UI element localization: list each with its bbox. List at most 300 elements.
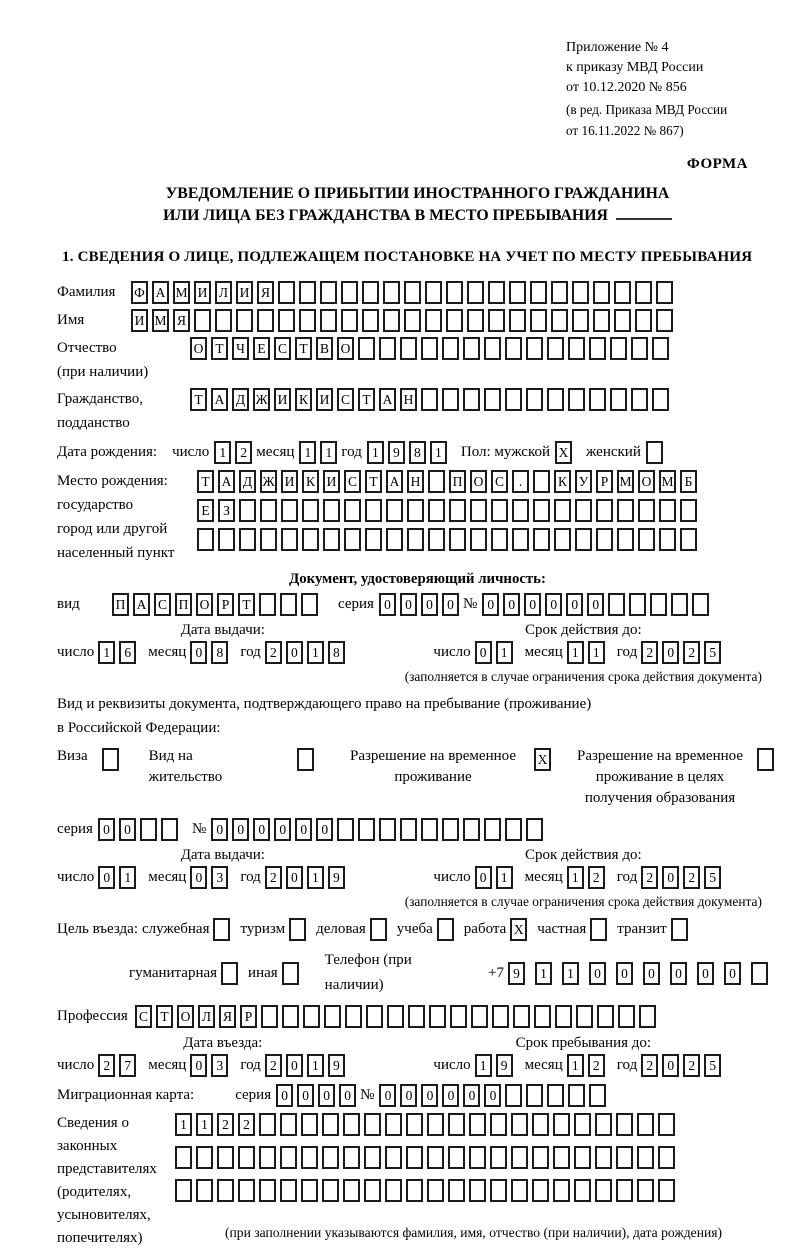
- form-cell[interactable]: Н: [407, 470, 424, 493]
- form-cell[interactable]: [470, 528, 487, 551]
- form-cell[interactable]: [343, 1113, 360, 1136]
- form-cell[interactable]: [407, 499, 424, 522]
- form-cell[interactable]: Д: [239, 470, 256, 493]
- form-cell[interactable]: Т: [211, 337, 228, 360]
- entry-day-cells[interactable]: [98, 1053, 140, 1078]
- form-cell[interactable]: [289, 918, 306, 941]
- form-cell[interactable]: [425, 309, 442, 332]
- form-cell[interactable]: [488, 309, 505, 332]
- form-cell[interactable]: Н: [400, 388, 417, 411]
- form-cell[interactable]: [469, 1179, 486, 1202]
- form-cell[interactable]: [282, 962, 299, 985]
- form-cell[interactable]: 0: [662, 1054, 679, 1077]
- form-cell[interactable]: В: [316, 337, 333, 360]
- representatives-row2[interactable]: [175, 1145, 679, 1170]
- form-cell[interactable]: [512, 499, 529, 522]
- form-cell[interactable]: [341, 309, 358, 332]
- form-cell[interactable]: [364, 1179, 381, 1202]
- form-cell[interactable]: [428, 499, 445, 522]
- form-cell[interactable]: П: [449, 470, 466, 493]
- form-cell[interactable]: Е: [197, 499, 214, 522]
- form-cell[interactable]: 0: [421, 1084, 438, 1107]
- form-cell[interactable]: [259, 1113, 276, 1136]
- form-cell[interactable]: 9: [328, 1054, 345, 1077]
- citizenship-cells[interactable]: [190, 387, 673, 412]
- form-cell[interactable]: [590, 918, 607, 941]
- form-cell[interactable]: 0: [524, 593, 541, 616]
- form-cell[interactable]: 2: [588, 866, 605, 889]
- form-cell[interactable]: [365, 499, 382, 522]
- form-cell[interactable]: И: [274, 388, 291, 411]
- form-cell[interactable]: Л: [215, 281, 232, 304]
- form-cell[interactable]: [505, 1084, 522, 1107]
- form-cell[interactable]: [238, 1146, 255, 1169]
- form-cell[interactable]: [427, 1146, 444, 1169]
- form-cell[interactable]: .: [512, 470, 529, 493]
- form-cell[interactable]: 1: [475, 1054, 492, 1077]
- form-cell[interactable]: [442, 818, 459, 841]
- form-cell[interactable]: [365, 528, 382, 551]
- form-cell[interactable]: [505, 818, 522, 841]
- form-cell[interactable]: М: [617, 470, 634, 493]
- form-cell[interactable]: [568, 1084, 585, 1107]
- form-cell[interactable]: [638, 528, 655, 551]
- form-cell[interactable]: [442, 388, 459, 411]
- form-cell[interactable]: 2: [238, 1113, 255, 1136]
- form-cell[interactable]: [215, 309, 232, 332]
- form-cell[interactable]: [406, 1113, 423, 1136]
- form-cell[interactable]: [595, 1113, 612, 1136]
- form-cell[interactable]: Р: [217, 593, 234, 616]
- form-cell[interactable]: 1: [196, 1113, 213, 1136]
- form-cell[interactable]: [341, 281, 358, 304]
- form-cell[interactable]: [301, 1113, 318, 1136]
- form-cell[interactable]: [324, 1005, 341, 1028]
- form-cell[interactable]: [400, 337, 417, 360]
- form-cell[interactable]: [425, 281, 442, 304]
- form-cell[interactable]: 0: [442, 1084, 459, 1107]
- form-cell[interactable]: Т: [295, 337, 312, 360]
- form-cell[interactable]: [757, 748, 774, 771]
- form-cell[interactable]: [450, 1005, 467, 1028]
- form-cell[interactable]: 0: [503, 593, 520, 616]
- form-cell[interactable]: 0: [475, 866, 492, 889]
- form-cell[interactable]: [646, 441, 663, 464]
- form-cell[interactable]: 9: [508, 962, 525, 985]
- form-cell[interactable]: 0: [253, 818, 270, 841]
- form-cell[interactable]: 1: [98, 641, 115, 664]
- form-cell[interactable]: [102, 748, 119, 771]
- form-cell[interactable]: [692, 593, 709, 616]
- form-cell[interactable]: 0: [662, 641, 679, 664]
- form-cell[interactable]: 8: [328, 641, 345, 664]
- form-cell[interactable]: [534, 1005, 551, 1028]
- form-cell[interactable]: 0: [400, 593, 417, 616]
- form-cell[interactable]: [610, 337, 627, 360]
- form-cell[interactable]: [467, 281, 484, 304]
- form-cell[interactable]: [386, 499, 403, 522]
- form-cell[interactable]: [547, 388, 564, 411]
- form-cell[interactable]: 0: [297, 1084, 314, 1107]
- form-cell[interactable]: [533, 528, 550, 551]
- form-cell[interactable]: [320, 309, 337, 332]
- form-cell[interactable]: [387, 1005, 404, 1028]
- form-cell[interactable]: [404, 309, 421, 332]
- form-cell[interactable]: 5: [704, 866, 721, 889]
- form-cell[interactable]: А: [211, 388, 228, 411]
- form-cell[interactable]: [484, 337, 501, 360]
- sex-female-checkbox[interactable]: [646, 440, 667, 465]
- stay-year-cells[interactable]: [641, 1053, 725, 1078]
- form-cell[interactable]: 2: [641, 1054, 658, 1077]
- form-cell[interactable]: [362, 281, 379, 304]
- form-cell[interactable]: [608, 593, 625, 616]
- form-cell[interactable]: [427, 1179, 444, 1202]
- form-cell[interactable]: [574, 1113, 591, 1136]
- residence-issue-month-cells[interactable]: [190, 865, 232, 890]
- form-cell[interactable]: С: [491, 470, 508, 493]
- form-cell[interactable]: [358, 337, 375, 360]
- form-cell[interactable]: 0: [98, 818, 115, 841]
- form-cell[interactable]: [471, 1005, 488, 1028]
- form-cell[interactable]: [589, 1084, 606, 1107]
- form-cell[interactable]: 2: [641, 866, 658, 889]
- form-cell[interactable]: [303, 1005, 320, 1028]
- form-cell[interactable]: 5: [704, 641, 721, 664]
- form-cell[interactable]: [656, 309, 673, 332]
- form-cell[interactable]: [532, 1179, 549, 1202]
- form-cell[interactable]: Я: [173, 309, 190, 332]
- form-cell[interactable]: [637, 1179, 654, 1202]
- form-cell[interactable]: [385, 1146, 402, 1169]
- form-cell[interactable]: А: [152, 281, 169, 304]
- form-cell[interactable]: 1: [567, 1054, 584, 1077]
- form-cell[interactable]: [408, 1005, 425, 1028]
- form-cell[interactable]: Я: [219, 1005, 236, 1028]
- migration-number-cells[interactable]: [379, 1083, 610, 1108]
- form-cell[interactable]: [751, 962, 768, 985]
- form-cell[interactable]: [259, 1179, 276, 1202]
- form-cell[interactable]: [261, 1005, 278, 1028]
- form-cell[interactable]: 0: [482, 593, 499, 616]
- form-cell[interactable]: Т: [197, 470, 214, 493]
- form-cell[interactable]: [280, 593, 297, 616]
- form-cell[interactable]: [505, 337, 522, 360]
- residence-valid-year-cells[interactable]: [641, 865, 725, 890]
- form-cell[interactable]: [213, 918, 230, 941]
- form-cell[interactable]: 0: [286, 1054, 303, 1077]
- form-cell[interactable]: [530, 281, 547, 304]
- form-cell[interactable]: [175, 1146, 192, 1169]
- form-cell[interactable]: 6: [119, 641, 136, 664]
- form-cell[interactable]: [323, 499, 340, 522]
- representatives-row1[interactable]: [175, 1112, 679, 1137]
- form-cell[interactable]: [533, 499, 550, 522]
- residence-valid-day-cells[interactable]: [475, 865, 517, 890]
- form-cell[interactable]: 3: [211, 866, 228, 889]
- form-cell[interactable]: У: [575, 470, 592, 493]
- form-cell[interactable]: [299, 281, 316, 304]
- form-cell[interactable]: [345, 1005, 362, 1028]
- form-cell[interactable]: [449, 499, 466, 522]
- form-cell[interactable]: [595, 1146, 612, 1169]
- purpose-business-checkbox[interactable]: [370, 917, 397, 942]
- form-cell[interactable]: [370, 918, 387, 941]
- form-cell[interactable]: 9: [496, 1054, 513, 1077]
- form-cell[interactable]: [589, 337, 606, 360]
- form-cell[interactable]: 3: [211, 1054, 228, 1077]
- form-cell[interactable]: [553, 1179, 570, 1202]
- form-cell[interactable]: 5: [704, 1054, 721, 1077]
- form-cell[interactable]: [568, 337, 585, 360]
- form-cell[interactable]: [470, 499, 487, 522]
- form-cell[interactable]: 0: [475, 641, 492, 664]
- form-cell[interactable]: Т: [358, 388, 375, 411]
- form-cell[interactable]: [140, 818, 157, 841]
- form-cell[interactable]: [617, 528, 634, 551]
- residence-permit-checkbox[interactable]: [289, 746, 318, 771]
- id-series-cells[interactable]: [379, 592, 463, 617]
- form-cell[interactable]: [532, 1146, 549, 1169]
- form-cell[interactable]: 0: [379, 1084, 396, 1107]
- form-cell[interactable]: [175, 1179, 192, 1202]
- form-cell[interactable]: [463, 818, 480, 841]
- form-cell[interactable]: Ж: [253, 388, 270, 411]
- form-cell[interactable]: [610, 388, 627, 411]
- form-cell[interactable]: 2: [641, 641, 658, 664]
- form-cell[interactable]: [614, 281, 631, 304]
- form-cell[interactable]: [278, 281, 295, 304]
- form-cell[interactable]: [511, 1146, 528, 1169]
- form-cell[interactable]: [196, 1179, 213, 1202]
- residence-issue-year-cells[interactable]: [265, 865, 349, 890]
- form-cell[interactable]: 1: [567, 866, 584, 889]
- form-cell[interactable]: [217, 1146, 234, 1169]
- form-cell[interactable]: Т: [190, 388, 207, 411]
- form-cell[interactable]: 1: [119, 866, 136, 889]
- form-cell[interactable]: 0: [379, 593, 396, 616]
- form-cell[interactable]: 0: [190, 1054, 207, 1077]
- temp-residence-checkbox[interactable]: [526, 746, 555, 771]
- form-cell[interactable]: [406, 1146, 423, 1169]
- form-cell[interactable]: [344, 499, 361, 522]
- form-cell[interactable]: [596, 528, 613, 551]
- form-cell[interactable]: [526, 337, 543, 360]
- form-cell[interactable]: [259, 1146, 276, 1169]
- form-cell[interactable]: А: [379, 388, 396, 411]
- form-cell[interactable]: [575, 499, 592, 522]
- form-cell[interactable]: 0: [421, 593, 438, 616]
- form-cell[interactable]: [362, 309, 379, 332]
- form-cell[interactable]: С: [135, 1005, 152, 1028]
- form-cell[interactable]: 0: [463, 1084, 480, 1107]
- purpose-tourism-checkbox[interactable]: [289, 917, 316, 942]
- form-cell[interactable]: 8: [409, 441, 426, 464]
- form-cell[interactable]: [469, 1113, 486, 1136]
- form-cell[interactable]: [197, 528, 214, 551]
- form-cell[interactable]: [421, 388, 438, 411]
- form-cell[interactable]: [553, 1146, 570, 1169]
- form-cell[interactable]: [629, 593, 646, 616]
- form-cell[interactable]: [385, 1113, 402, 1136]
- form-cell[interactable]: [533, 470, 550, 493]
- form-cell[interactable]: [650, 593, 667, 616]
- form-cell[interactable]: [575, 528, 592, 551]
- form-cell[interactable]: [617, 499, 634, 522]
- form-cell[interactable]: [532, 1113, 549, 1136]
- form-cell[interactable]: [344, 528, 361, 551]
- form-cell[interactable]: А: [218, 470, 235, 493]
- form-cell[interactable]: 1: [214, 441, 231, 464]
- form-cell[interactable]: [631, 388, 648, 411]
- form-cell[interactable]: 0: [662, 866, 679, 889]
- form-cell[interactable]: [428, 470, 445, 493]
- form-cell[interactable]: П: [112, 593, 129, 616]
- form-cell[interactable]: [428, 528, 445, 551]
- form-cell[interactable]: О: [177, 1005, 194, 1028]
- residence-series-cells[interactable]: [98, 817, 182, 842]
- form-cell[interactable]: [236, 309, 253, 332]
- form-cell[interactable]: 7: [119, 1054, 136, 1077]
- id-issue-day-cells[interactable]: [98, 640, 140, 665]
- form-cell[interactable]: Т: [365, 470, 382, 493]
- form-cell[interactable]: И: [323, 470, 340, 493]
- form-cell[interactable]: [469, 1146, 486, 1169]
- form-cell[interactable]: [680, 528, 697, 551]
- form-cell[interactable]: [437, 918, 454, 941]
- form-cell[interactable]: [301, 1179, 318, 1202]
- form-cell[interactable]: М: [173, 281, 190, 304]
- form-cell[interactable]: С: [337, 388, 354, 411]
- form-cell[interactable]: 2: [683, 641, 700, 664]
- form-cell[interactable]: [448, 1146, 465, 1169]
- form-cell[interactable]: [259, 593, 276, 616]
- form-cell[interactable]: Р: [596, 470, 613, 493]
- form-cell[interactable]: [652, 388, 669, 411]
- form-cell[interactable]: О: [337, 337, 354, 360]
- form-cell[interactable]: 0: [316, 818, 333, 841]
- form-cell[interactable]: Т: [238, 593, 255, 616]
- form-cell[interactable]: 2: [265, 1054, 282, 1077]
- form-cell[interactable]: [576, 1005, 593, 1028]
- form-cell[interactable]: И: [316, 388, 333, 411]
- form-cell[interactable]: [217, 1179, 234, 1202]
- form-cell[interactable]: [658, 1113, 675, 1136]
- form-cell[interactable]: [239, 499, 256, 522]
- birth-place-row3[interactable]: [197, 527, 701, 552]
- form-cell[interactable]: 0: [211, 818, 228, 841]
- purpose-other-checkbox[interactable]: [282, 961, 309, 986]
- form-cell[interactable]: [490, 1179, 507, 1202]
- form-cell[interactable]: [490, 1113, 507, 1136]
- form-cell[interactable]: 0: [643, 962, 660, 985]
- form-cell[interactable]: [635, 309, 652, 332]
- form-cell[interactable]: [281, 528, 298, 551]
- sex-male-checkbox[interactable]: [555, 440, 576, 465]
- form-cell[interactable]: К: [554, 470, 571, 493]
- form-cell[interactable]: З: [218, 499, 235, 522]
- form-cell[interactable]: [547, 337, 564, 360]
- form-cell[interactable]: 0: [566, 593, 583, 616]
- form-cell[interactable]: С: [154, 593, 171, 616]
- form-cell[interactable]: [448, 1113, 465, 1136]
- form-cell[interactable]: 8: [211, 641, 228, 664]
- form-cell[interactable]: [320, 281, 337, 304]
- form-cell[interactable]: [297, 748, 314, 771]
- form-cell[interactable]: И: [194, 281, 211, 304]
- form-cell[interactable]: [407, 528, 424, 551]
- form-cell[interactable]: 1: [430, 441, 447, 464]
- form-cell[interactable]: 0: [286, 641, 303, 664]
- temp-residence-education-checkbox[interactable]: [749, 746, 778, 771]
- form-cell[interactable]: 0: [697, 962, 714, 985]
- birth-place-row1[interactable]: [197, 469, 701, 494]
- form-cell[interactable]: И: [236, 281, 253, 304]
- form-cell[interactable]: 1: [588, 641, 605, 664]
- form-cell[interactable]: [656, 281, 673, 304]
- form-cell[interactable]: [659, 528, 676, 551]
- form-cell[interactable]: [364, 1146, 381, 1169]
- form-cell[interactable]: Ч: [232, 337, 249, 360]
- form-cell[interactable]: [301, 1146, 318, 1169]
- form-cell[interactable]: А: [386, 470, 403, 493]
- form-cell[interactable]: 1: [562, 962, 579, 985]
- form-cell[interactable]: [637, 1146, 654, 1169]
- form-cell[interactable]: 1: [535, 962, 552, 985]
- form-cell[interactable]: [638, 499, 655, 522]
- form-cell[interactable]: 0: [232, 818, 249, 841]
- migration-series-cells[interactable]: [276, 1083, 360, 1108]
- form-cell[interactable]: [280, 1113, 297, 1136]
- form-cell[interactable]: [400, 818, 417, 841]
- form-cell[interactable]: 0: [400, 1084, 417, 1107]
- form-cell[interactable]: О: [470, 470, 487, 493]
- form-cell[interactable]: Д: [232, 388, 249, 411]
- form-cell[interactable]: Л: [198, 1005, 215, 1028]
- form-cell[interactable]: 0: [318, 1084, 335, 1107]
- birth-day-cells[interactable]: [214, 440, 256, 465]
- form-cell[interactable]: [282, 1005, 299, 1028]
- form-cell[interactable]: [595, 1179, 612, 1202]
- name-cells[interactable]: [131, 308, 677, 333]
- form-cell[interactable]: 2: [265, 641, 282, 664]
- form-cell[interactable]: [194, 309, 211, 332]
- form-cell[interactable]: [239, 528, 256, 551]
- form-cell[interactable]: [658, 1146, 675, 1169]
- form-cell[interactable]: [555, 1005, 572, 1028]
- id-issue-year-cells[interactable]: [265, 640, 349, 665]
- form-cell[interactable]: [302, 528, 319, 551]
- form-cell[interactable]: [618, 1005, 635, 1028]
- form-cell[interactable]: [491, 528, 508, 551]
- id-type-cells[interactable]: [112, 592, 322, 617]
- form-cell[interactable]: [257, 309, 274, 332]
- form-cell[interactable]: [463, 388, 480, 411]
- form-cell[interactable]: 0: [295, 818, 312, 841]
- form-cell[interactable]: К: [295, 388, 312, 411]
- form-cell[interactable]: 0: [545, 593, 562, 616]
- form-cell[interactable]: [343, 1146, 360, 1169]
- form-cell[interactable]: [574, 1179, 591, 1202]
- id-valid-year-cells[interactable]: [641, 640, 725, 665]
- form-cell[interactable]: [551, 309, 568, 332]
- form-cell[interactable]: [427, 1113, 444, 1136]
- form-cell[interactable]: 2: [217, 1113, 234, 1136]
- representatives-row3[interactable]: [175, 1178, 679, 1203]
- form-cell[interactable]: [530, 309, 547, 332]
- form-cell[interactable]: [484, 818, 501, 841]
- form-cell[interactable]: О: [196, 593, 213, 616]
